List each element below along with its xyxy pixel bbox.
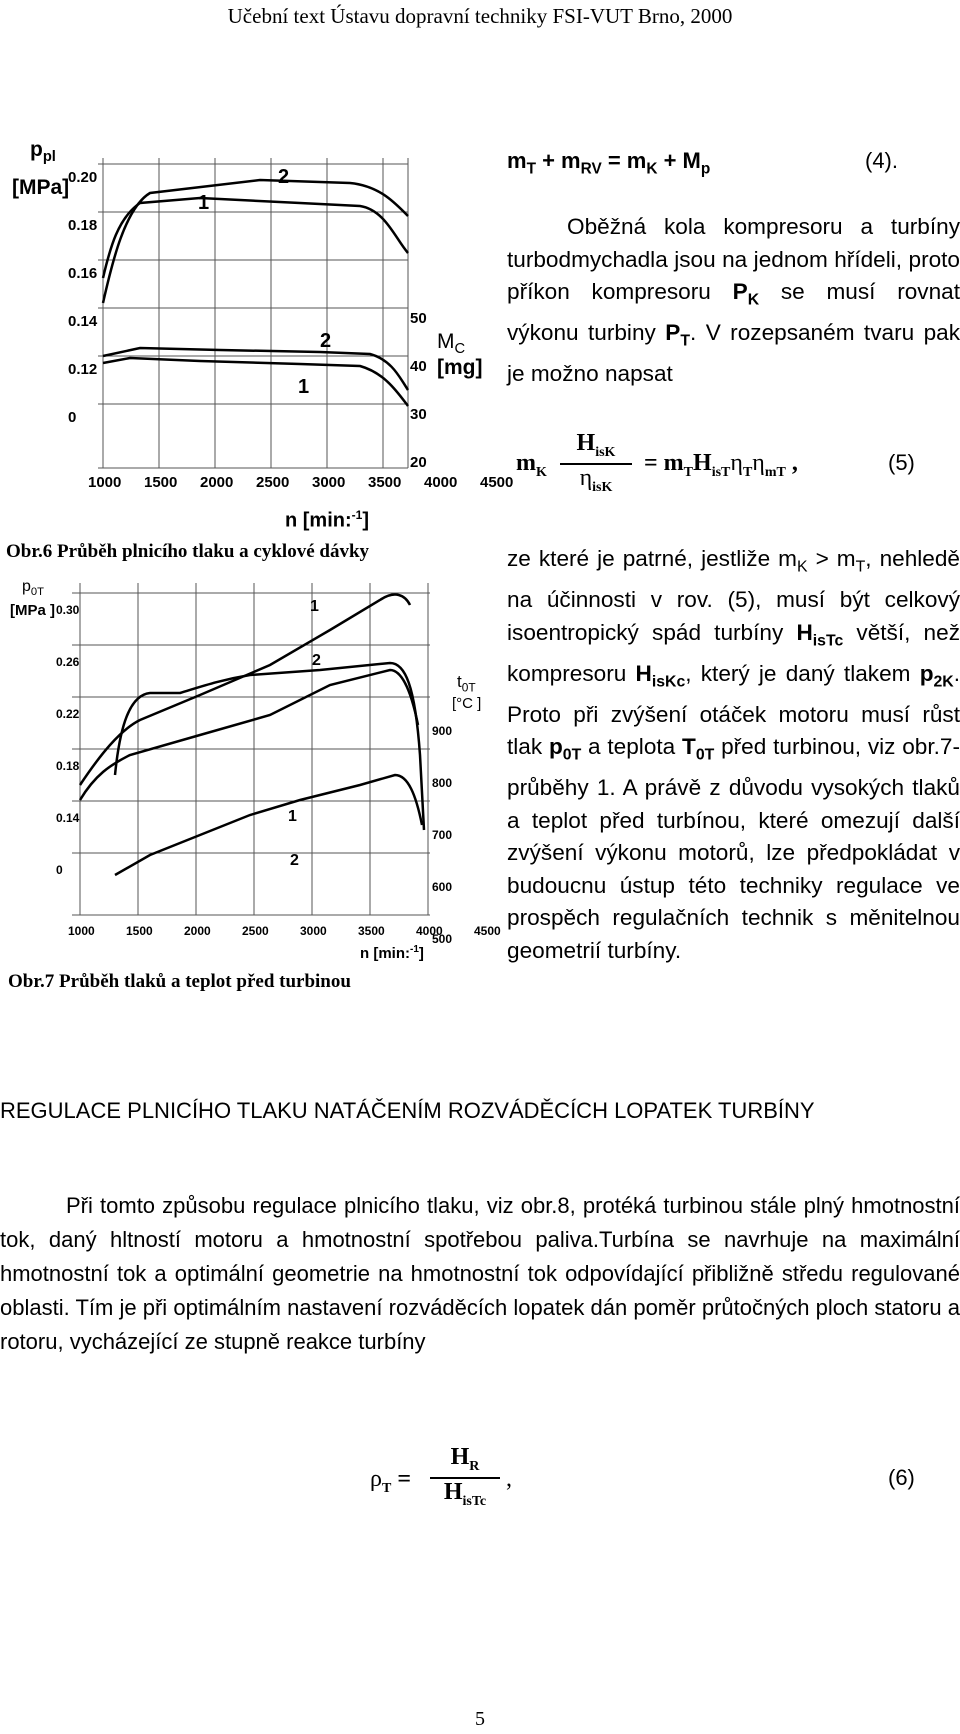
fig6-left-tick: 0.12 bbox=[68, 361, 98, 378]
equation-6-number: (6) bbox=[888, 1465, 915, 1490]
fig6-x-tick: 2500 bbox=[256, 474, 290, 491]
fig6-right-tick: 20 bbox=[410, 454, 427, 471]
fig6-left-tick: 0.14 bbox=[68, 313, 98, 330]
fig6-x-tick: 3000 bbox=[312, 474, 346, 491]
section-title: REGULACE PLNICÍHO TLAKU NATÁČENÍM ROZVÁDĚCÍCH LOPATEK TURBÍNY bbox=[0, 1098, 815, 1123]
fig6-x-tick: 4500 bbox=[480, 474, 514, 491]
fig7-x-tick: 2500 bbox=[242, 924, 269, 938]
fig6-right-axis-label: $M_C$ bbox=[437, 330, 466, 358]
page-number: 5 bbox=[475, 1708, 485, 1730]
fig7-left-tick: 0.30 bbox=[56, 603, 80, 617]
page-header: Učební text Ústavu dopravní techniky FSI-VUT Brno, 2000 bbox=[227, 4, 733, 28]
fig6-curve-1-dose bbox=[103, 358, 408, 406]
fig6-x-tick: 1000 bbox=[88, 474, 122, 491]
equation-4-number: (4). bbox=[865, 148, 898, 173]
fig6-right-axis-unit: [mg] bbox=[437, 356, 483, 379]
fig6-x-tick: 2000 bbox=[200, 474, 234, 491]
fig6-curve-label: 1 bbox=[298, 376, 310, 398]
fig6-right-tick: 50 bbox=[410, 310, 427, 327]
fig7-curve-label: 1 bbox=[288, 808, 297, 825]
fig7-curve-2-pressure bbox=[80, 670, 418, 800]
fig7-curve-label: 2 bbox=[290, 852, 299, 869]
fig6-curve-label: 2 bbox=[278, 166, 290, 188]
fig6-left-tick: 0.18 bbox=[68, 217, 98, 234]
equation-4: $m_T + m_{RV} = m_K + M_p$ (4). bbox=[507, 148, 898, 178]
fig6-curve-1-pressure bbox=[103, 198, 408, 278]
fig6-x-tick: 1500 bbox=[144, 474, 178, 491]
fig6-x-tick: 4000 bbox=[424, 474, 458, 491]
fig7-x-tick: 4000 bbox=[416, 924, 443, 938]
fig6-x-ticks bbox=[88, 474, 536, 491]
fig7-left-tick: 0 bbox=[56, 863, 63, 877]
fig6-left-tick: 0.16 bbox=[68, 265, 98, 282]
fig7-x-axis-label: n [min:$^{-1}$] bbox=[360, 944, 424, 962]
fig7-left-axis-label: $p_{0T}$ bbox=[22, 578, 44, 599]
fig6-curve-label: 2 bbox=[320, 330, 332, 352]
fig7-left-tick: 0.22 bbox=[56, 707, 80, 721]
fig6-left-tick: 0 bbox=[68, 409, 77, 426]
fig7-right-axis-label: $t_{0T}$ bbox=[457, 672, 476, 695]
fig6-right-ticks bbox=[410, 295, 427, 487]
fig6-x-tick: 3500 bbox=[368, 474, 402, 491]
fig7-left-axis-unit: [MPa ] bbox=[10, 602, 55, 619]
paragraph-1: Oběžná kola kompresoru a turbíny turbodmychadla jsou na jednom hřídeli, proto příkon kompresoru $P_K$ se musí rovnat výkonu turbiny $P_T$. V rozepsaném tvaru pak je možno napsat bbox=[507, 214, 960, 387]
fig7-left-tick: 0.14 bbox=[56, 811, 80, 825]
fig6-right-tick: 30 bbox=[410, 406, 427, 423]
fig7-x-tick: 3500 bbox=[358, 924, 385, 938]
fig7-x-ticks bbox=[68, 924, 532, 938]
paragraph-2: ze které je patrné, jestliže $m_K > m_T$, nehledě na účinnosti v rov. (5), musí být celkový isoentropický spád turbíny $H_{isTc}$ větší, než kompresoru $H_{isKc}$, který je daný tlakem $p_{2K}$. Proto při zvýšení otáček motoru musí růst tlak $p_{0T}$ a teplota $T_{0T}$ před turbinou, viz obr.7-průběhy 1. A právě z důvodu vysokých tlaků a teplot před turbínou, které omezují další zvýšení výkonu motorů, lze předpokládat v budoucnu ústup této techniky regulace ve prospěch regulačních technik s měnitelnou geometrií turbíny. bbox=[507, 546, 960, 963]
fig7-right-axis-unit: [°C ] bbox=[452, 695, 482, 712]
fig7-x-tick: 3000 bbox=[300, 924, 327, 938]
fig6-curve-2-dose bbox=[103, 348, 408, 390]
fig7-left-tick: 0.26 bbox=[56, 655, 80, 669]
fig6-right-tick: 40 bbox=[410, 358, 427, 375]
fig7-right-tick: 800 bbox=[432, 776, 453, 790]
fig6-left-tick: 0.20 bbox=[68, 169, 98, 186]
body-paragraph: Při tomto způsobu regulace plnicího tlaku, viz obr.8, protéká turbinou stále plný hmotnostní tok, daný hltností motoru a hmotnostní spotřebou paliva.Turbína se navrhuje na maximální hmotnostní tok a optimální geometrie na hmotnostní tok odpovídající přibližně středu regulované oblasti. Tím je při optimálním nastavení rozváděcích lopatek dán poměr průtočných ploch statoru a rotoru, vycházející ze stupně reakce turbíny bbox=[0, 1193, 960, 1354]
fig7-curve-label: 1 bbox=[310, 598, 319, 615]
fig6-left-ticks bbox=[68, 154, 97, 442]
fig7-curve-label: 2 bbox=[312, 652, 321, 669]
fig6-left-axis-unit: [MPa] bbox=[12, 176, 70, 199]
fig7-right-tick: 500 bbox=[432, 932, 453, 946]
fig7-right-tick: 900 bbox=[432, 724, 453, 738]
equation-5-number: (5) bbox=[888, 450, 915, 475]
fig6-curve-2-pressure bbox=[103, 180, 408, 303]
fig7-x-tick: 1500 bbox=[126, 924, 153, 938]
fig7-x-tick: 2000 bbox=[184, 924, 211, 938]
figure-6-caption: Obr.6 Průběh plnicího tlaku a cyklové dávky bbox=[6, 541, 370, 562]
fig7-right-tick: 700 bbox=[432, 828, 453, 842]
fig7-curve-2-temperature bbox=[115, 775, 422, 875]
fig6-curve-label: 1 bbox=[198, 192, 210, 214]
fig7-x-tick: 1000 bbox=[68, 924, 95, 938]
fig7-left-ticks bbox=[56, 584, 79, 896]
fig7-right-tick: 600 bbox=[432, 880, 453, 894]
fig7-x-tick: 4500 bbox=[474, 924, 501, 938]
fig7-left-tick: 0.18 bbox=[56, 759, 80, 773]
fig6-left-axis-label: $p_{pl}$ bbox=[30, 138, 56, 166]
fig6-x-axis-label: n [min:$^{-1}$] bbox=[285, 508, 369, 532]
figure-7-caption: Obr.7 Průběh tlaků a teplot před turbinou bbox=[8, 971, 351, 992]
